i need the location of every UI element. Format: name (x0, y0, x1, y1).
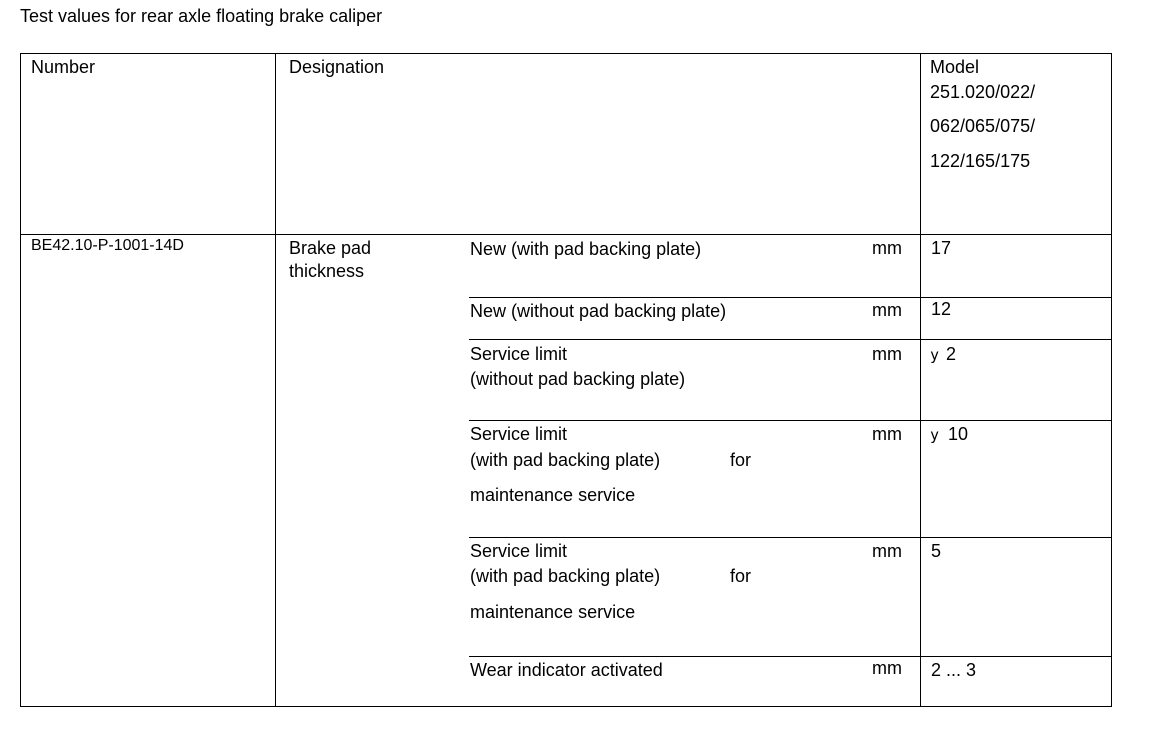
subrow-divider (469, 656, 1112, 657)
item-limit-symbol: y (930, 346, 940, 364)
table-border-right (1111, 53, 1112, 707)
row-number: BE42.10-P-1001-14D (31, 237, 184, 254)
item-description: (with pad backing plate) (470, 450, 661, 470)
item-description: maintenance service (470, 602, 636, 622)
subrow-divider (469, 420, 1112, 421)
subrow-divider (469, 297, 1112, 298)
header-model-line: 251.020/022/ (930, 82, 1036, 102)
item-value: 12 (931, 299, 952, 319)
row-designation-line: Brake pad (289, 238, 372, 258)
item-description: Wear indicator activated (470, 660, 663, 680)
item-description: (without pad backing plate) (470, 369, 686, 389)
page-title: Test values for rear axle floating brake caliper (20, 6, 383, 26)
item-unit: mm (872, 424, 902, 444)
item-description: New (without pad backing plate) (470, 301, 727, 321)
column-divider (920, 53, 921, 707)
item-unit: mm (872, 658, 902, 678)
item-unit: mm (872, 300, 902, 320)
header-designation: Designation (289, 57, 385, 77)
header-number: Number (31, 57, 96, 77)
item-description: (with pad backing plate) (470, 566, 661, 586)
item-for-label: for (730, 450, 752, 470)
table-border-top (20, 53, 1112, 54)
item-value: 17 (931, 238, 952, 258)
item-description: Service limit (470, 541, 568, 561)
item-value: 10 (948, 424, 969, 444)
subrow-divider (469, 339, 1112, 340)
item-description: New (with pad backing plate) (470, 239, 702, 259)
table-header-separator (20, 234, 1112, 235)
item-limit-symbol: y (930, 426, 940, 444)
item-description: Service limit (470, 344, 568, 364)
item-value: 2 ... 3 (931, 660, 977, 680)
header-model-line: 122/165/175 (930, 151, 1031, 171)
item-value: 5 (931, 541, 942, 561)
row-designation-line: thickness (289, 261, 365, 281)
item-unit: mm (872, 238, 902, 258)
item-unit: mm (872, 344, 902, 364)
item-for-label: for (730, 566, 752, 586)
table-border-bottom (20, 706, 1112, 707)
header-model-label: Model (930, 57, 980, 77)
subrow-divider (469, 537, 1112, 538)
column-divider (275, 53, 276, 707)
item-value: 2 (946, 344, 957, 364)
item-unit: mm (872, 541, 902, 561)
item-description: maintenance service (470, 485, 636, 505)
table-border-left (20, 53, 21, 707)
header-model-line: 062/065/075/ (930, 116, 1036, 136)
item-description: Service limit (470, 424, 568, 444)
